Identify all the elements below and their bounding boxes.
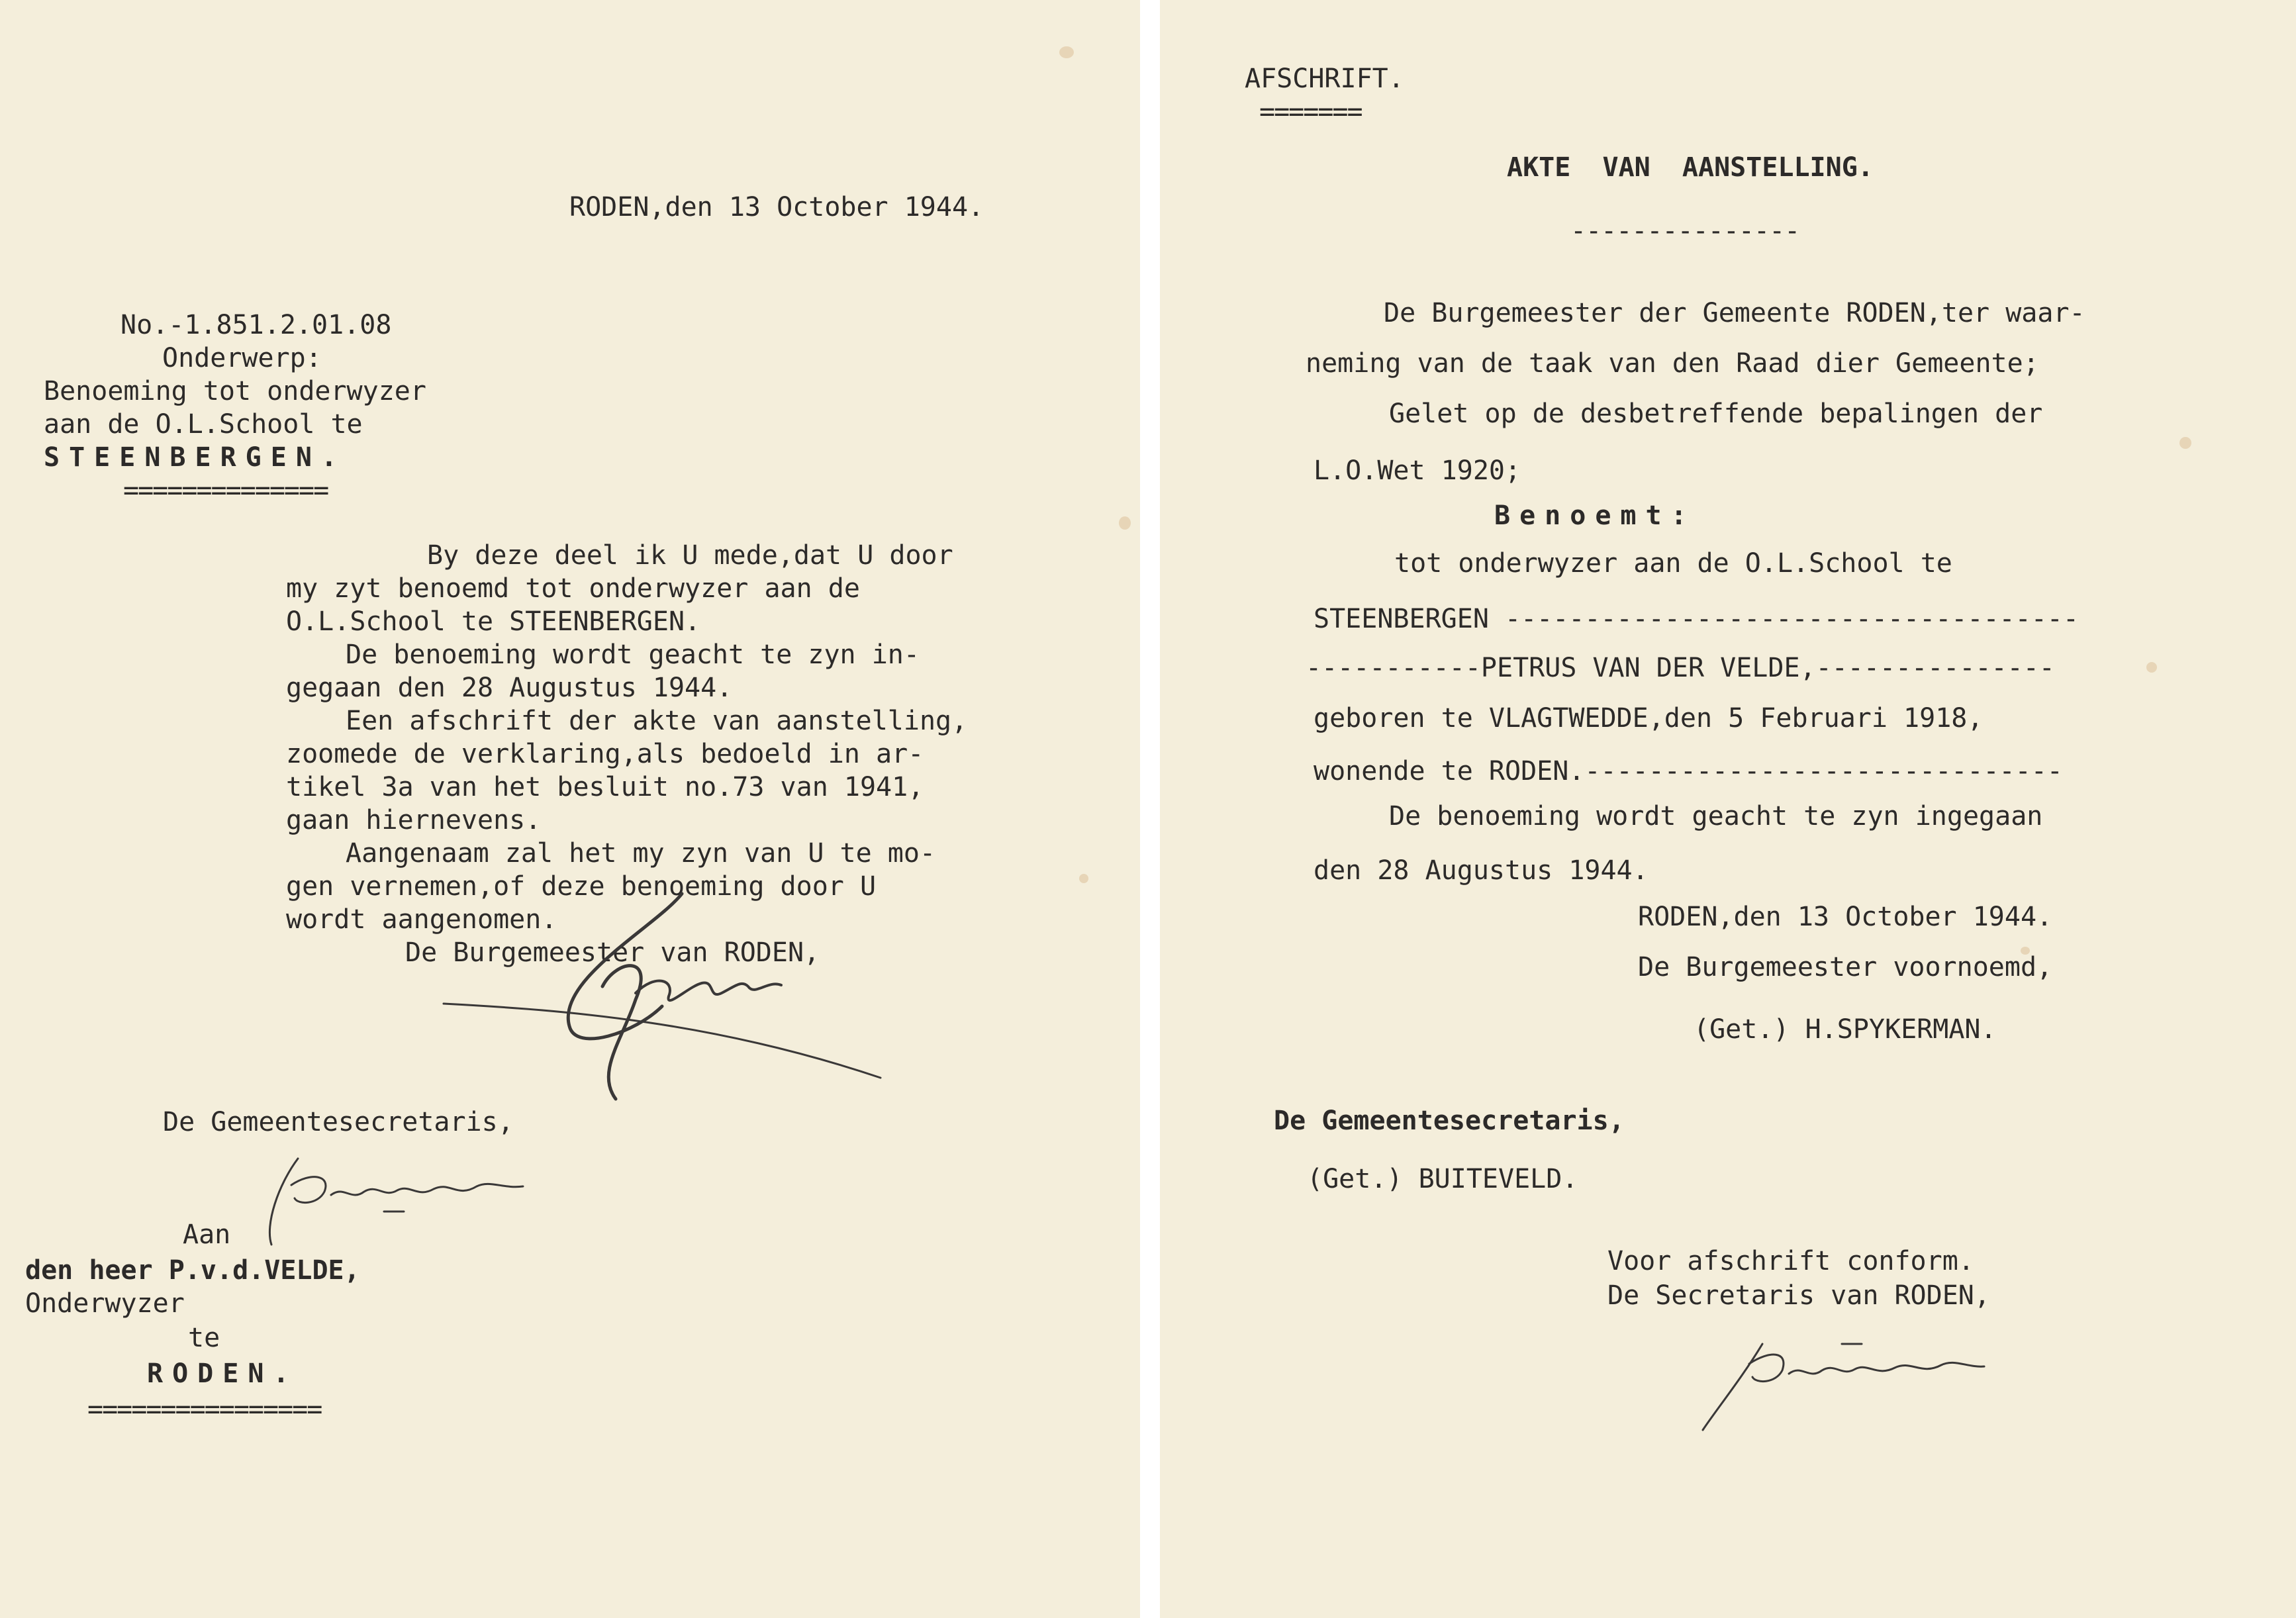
deed-line: De Burgemeester der Gemeente RODEN,ter waar- bbox=[1384, 298, 2085, 328]
subject-label: Onderwerp: bbox=[162, 343, 322, 373]
letter-body-line: Aangenaam zal het my zyn van U te mo- bbox=[346, 838, 936, 869]
sheet-gap bbox=[1140, 0, 1160, 1618]
letter-body-line: tikel 3a van het besluit no.73 van 1941, bbox=[286, 772, 924, 802]
mayor-signoff: De Burgemeester van RODEN, bbox=[405, 937, 820, 968]
paper-stain bbox=[1079, 874, 1088, 883]
letter-body-line: By deze deel ik U mede,dat U door bbox=[427, 540, 953, 571]
paper-stain bbox=[1119, 516, 1131, 530]
subject-line: aan de O.L.School te bbox=[44, 409, 363, 440]
letter-body-line: wordt aangenomen. bbox=[286, 904, 557, 935]
subject-rule: ============== bbox=[123, 475, 328, 506]
deed-line: wonende te RODEN.------------------------------ bbox=[1314, 756, 2063, 786]
letter-body-line: Een afschrift der akte van aanstelling, bbox=[346, 706, 968, 736]
secretary-title: De Gemeentesecretaris, bbox=[163, 1107, 514, 1137]
deed-line: tot onderwyzer aan de O.L.School te bbox=[1394, 548, 1952, 579]
deed-line: L.O.Wet 1920; bbox=[1314, 455, 1521, 486]
letter-body-line: gen vernemen,of deze benoeming door U bbox=[286, 871, 877, 902]
title-rule: --------------- bbox=[1570, 216, 1800, 246]
letter-body-line: gaan hiernevens. bbox=[286, 805, 542, 835]
secretary-roden: De Secretaris van RODEN, bbox=[1607, 1280, 1990, 1311]
addressee-place: RODEN. bbox=[147, 1358, 299, 1389]
letter-body-line: zoomede de verklaring,als bedoeld in ar- bbox=[286, 739, 924, 769]
addressee-name: den heer P.v.d.VELDE, bbox=[25, 1255, 360, 1286]
subject-place: STEENBERGEN. bbox=[44, 442, 346, 473]
deed-line: STEENBERGEN ------------------------------------ bbox=[1314, 604, 2079, 634]
letter-body-line: my zyt benoemd tot onderwyzer aan de bbox=[286, 573, 860, 604]
deed-secretary-signed: (Get.) BUITEVELD. bbox=[1307, 1164, 1578, 1194]
benoemt-heading: Benoemt: bbox=[1494, 500, 1696, 531]
deed-title: AKTE VAN AANSTELLING. bbox=[1507, 152, 1874, 183]
deed-sheet bbox=[1160, 0, 2296, 1618]
deed-mayor-signed: (Get.) H.SPYKERMAN. bbox=[1694, 1014, 1997, 1045]
deed-mayor-title: De Burgemeester voornoemd, bbox=[1638, 952, 2053, 982]
paper-stain bbox=[2179, 437, 2191, 449]
copy-rule: ======= bbox=[1259, 97, 1362, 127]
copy-label: AFSCHRIFT. bbox=[1245, 64, 1404, 94]
deed-line: neming van de taak van den Raad dier Gemeente; bbox=[1306, 348, 2039, 379]
letter-body-line: gegaan den 28 Augustus 1944. bbox=[286, 673, 733, 703]
paper-stain bbox=[1059, 46, 1074, 58]
reference-number: No.-1.851.2.01.08 bbox=[120, 310, 392, 340]
letter-body-line: De benoeming wordt geacht te zyn in- bbox=[346, 640, 920, 670]
deed-secretary-title: De Gemeentesecretaris, bbox=[1274, 1106, 1625, 1136]
letter-body-line: O.L.School te STEENBERGEN. bbox=[286, 606, 701, 637]
conform-note: Voor afschrift conform. bbox=[1607, 1246, 1974, 1276]
letter-sheet bbox=[0, 0, 1140, 1618]
letter-place-date: RODEN,den 13 October 1944. bbox=[569, 192, 984, 222]
address-to: Aan bbox=[183, 1219, 231, 1250]
subject-line: Benoeming tot onderwyzer bbox=[44, 376, 426, 406]
deed-line: geboren te VLAGTWEDDE,den 5 Februari 1918, bbox=[1314, 703, 1984, 734]
paper-stain bbox=[2146, 662, 2157, 673]
address-rule: ================ bbox=[87, 1394, 322, 1425]
addressee-te: te bbox=[188, 1323, 220, 1353]
deed-line: De benoeming wordt geacht te zyn ingegaan bbox=[1389, 801, 2043, 832]
deed-line: den 28 Augustus 1944. bbox=[1314, 855, 1649, 886]
conform-signature bbox=[1703, 1317, 2034, 1450]
deed-line: -----------PETRUS VAN DER VELDE,--------------- bbox=[1306, 653, 2055, 683]
mayor-signature bbox=[437, 880, 900, 1013]
deed-line: Gelet op de desbetreffende bepalingen der bbox=[1389, 399, 2043, 429]
deed-place-date: RODEN,den 13 October 1944. bbox=[1638, 902, 2053, 932]
addressee-role: Onderwyzer bbox=[25, 1288, 185, 1319]
